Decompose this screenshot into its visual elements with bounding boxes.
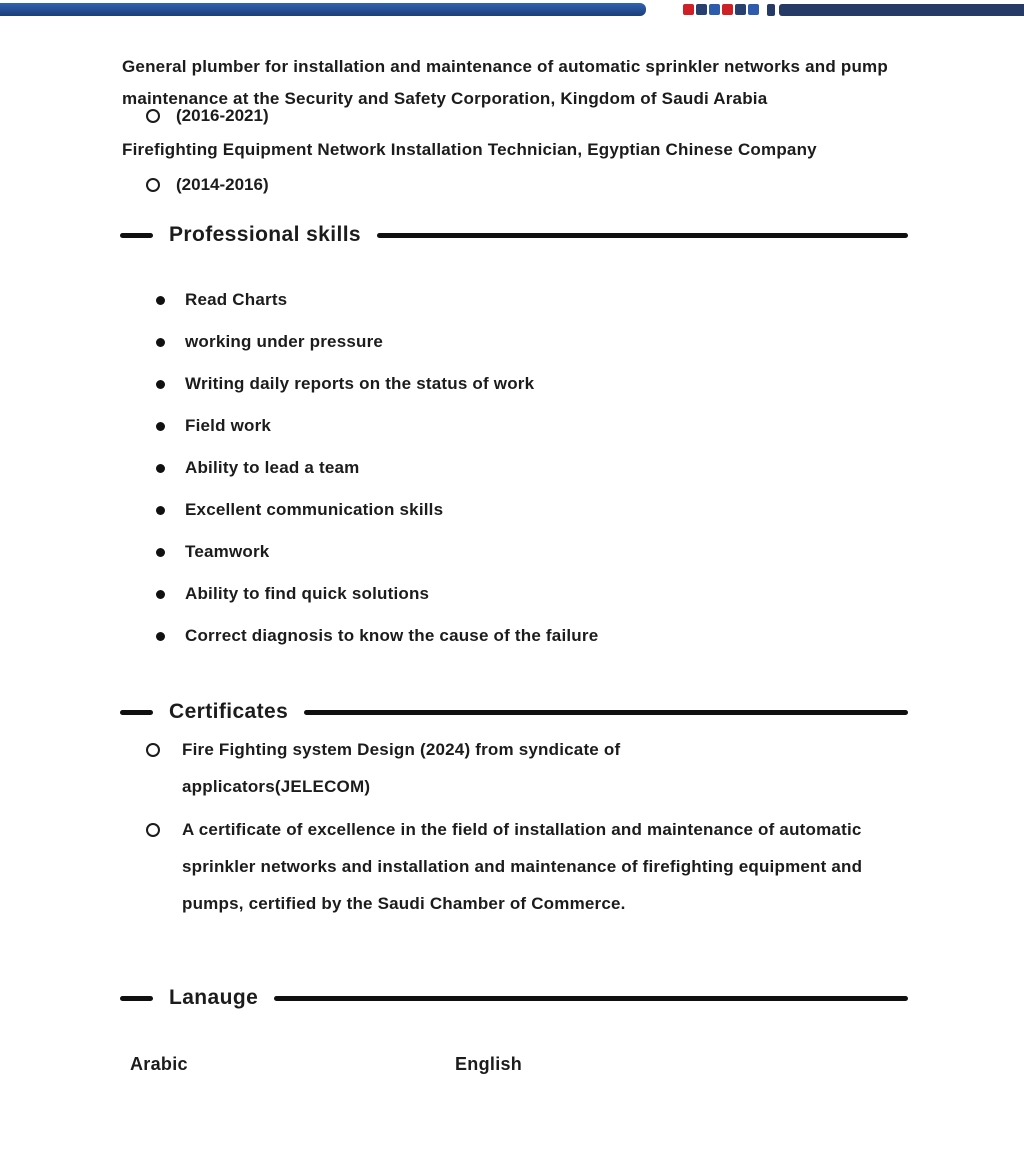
heading-rule-line bbox=[274, 996, 908, 1001]
skill-label: Teamwork bbox=[185, 542, 270, 561]
skill-label: Correct diagnosis to know the cause of the failure bbox=[185, 626, 599, 645]
heading-rule-line bbox=[304, 710, 908, 715]
certificates-list bbox=[146, 731, 888, 928]
list-item bbox=[156, 489, 598, 531]
dot-bullet-icon bbox=[156, 548, 165, 557]
language-label-english: English bbox=[455, 1054, 523, 1074]
section-title: Certificates bbox=[169, 700, 289, 723]
top-bar-squares bbox=[683, 4, 759, 15]
heading-dash-icon bbox=[120, 233, 153, 238]
skill-label: Field work bbox=[185, 416, 272, 435]
skill-label: Read Charts bbox=[185, 290, 288, 309]
experience-period: (2014-2016) bbox=[176, 175, 269, 194]
list-item bbox=[156, 405, 598, 447]
section-heading-skills bbox=[120, 220, 908, 250]
certificate-text: Fire Fighting system Design (2024) from syndicate of applicators(JELECOM) bbox=[182, 740, 621, 796]
circle-bullet-icon bbox=[146, 109, 160, 123]
section-heading-certificates bbox=[120, 697, 908, 727]
dot-bullet-icon bbox=[156, 632, 165, 641]
dot-bullet-icon bbox=[156, 296, 165, 305]
list-item bbox=[156, 531, 598, 573]
skills-list bbox=[156, 279, 598, 657]
top-bar-left-segment bbox=[0, 3, 646, 16]
list-item bbox=[156, 363, 598, 405]
decor-square-4 bbox=[722, 4, 733, 15]
list-item bbox=[156, 447, 598, 489]
heading-dash-icon bbox=[120, 710, 153, 715]
circle-bullet-icon bbox=[146, 743, 160, 757]
language-label-arabic: Arabic bbox=[130, 1054, 188, 1074]
decor-square-2 bbox=[696, 4, 707, 15]
list-item bbox=[156, 615, 598, 657]
top-bar-right-notch bbox=[767, 4, 775, 16]
decor-square-1 bbox=[683, 4, 694, 15]
experience-period: (2016-2021) bbox=[176, 106, 269, 125]
skill-label: Excellent communication skills bbox=[185, 500, 444, 519]
decor-square-6 bbox=[748, 4, 759, 15]
dot-bullet-icon bbox=[156, 464, 165, 473]
experience-entry-title: General plumber for installation and maintenance of automatic sprinkler networks and pump maintenance at the Security and Safety Corporation, Kingdom of Saudi Arabia bbox=[122, 57, 888, 108]
dot-bullet-icon bbox=[156, 380, 165, 389]
skill-label: Ability to lead a team bbox=[185, 458, 360, 477]
top-bar-right-segment bbox=[779, 4, 1024, 16]
list-item bbox=[146, 731, 888, 805]
dot-bullet-icon bbox=[156, 338, 165, 347]
dot-bullet-icon bbox=[156, 422, 165, 431]
experience-period-row bbox=[146, 104, 269, 128]
decor-square-3 bbox=[709, 4, 720, 15]
list-item bbox=[156, 573, 598, 615]
list-item bbox=[146, 811, 888, 922]
dot-bullet-icon bbox=[156, 590, 165, 599]
section-title: Professional skills bbox=[169, 223, 362, 246]
skill-label: Writing daily reports on the status of work bbox=[185, 374, 535, 393]
certificate-text: A certificate of excellence in the field of installation and maintenance of automatic sprinkler networks and installation and maintenance of firefighting equipment and pumps, certified by the Saudi Chamber of Commerce. bbox=[182, 820, 863, 913]
heading-dash-icon bbox=[120, 996, 153, 1001]
section-title: Lanauge bbox=[169, 986, 259, 1009]
circle-bullet-icon bbox=[146, 178, 160, 192]
list-item bbox=[156, 279, 598, 321]
experience-entry-title: Firefighting Equipment Network Installation Technician, Egyptian Chinese Company bbox=[122, 140, 817, 159]
list-item bbox=[156, 321, 598, 363]
decor-square-5 bbox=[735, 4, 746, 15]
skill-label: working under pressure bbox=[185, 332, 384, 351]
top-decorative-bar bbox=[0, 3, 1024, 17]
dot-bullet-icon bbox=[156, 506, 165, 515]
circle-bullet-icon bbox=[146, 823, 160, 837]
experience-period-row bbox=[146, 172, 269, 198]
section-heading-languages bbox=[120, 983, 908, 1013]
heading-rule-line bbox=[377, 233, 908, 238]
skill-label: Ability to find quick solutions bbox=[185, 584, 430, 603]
